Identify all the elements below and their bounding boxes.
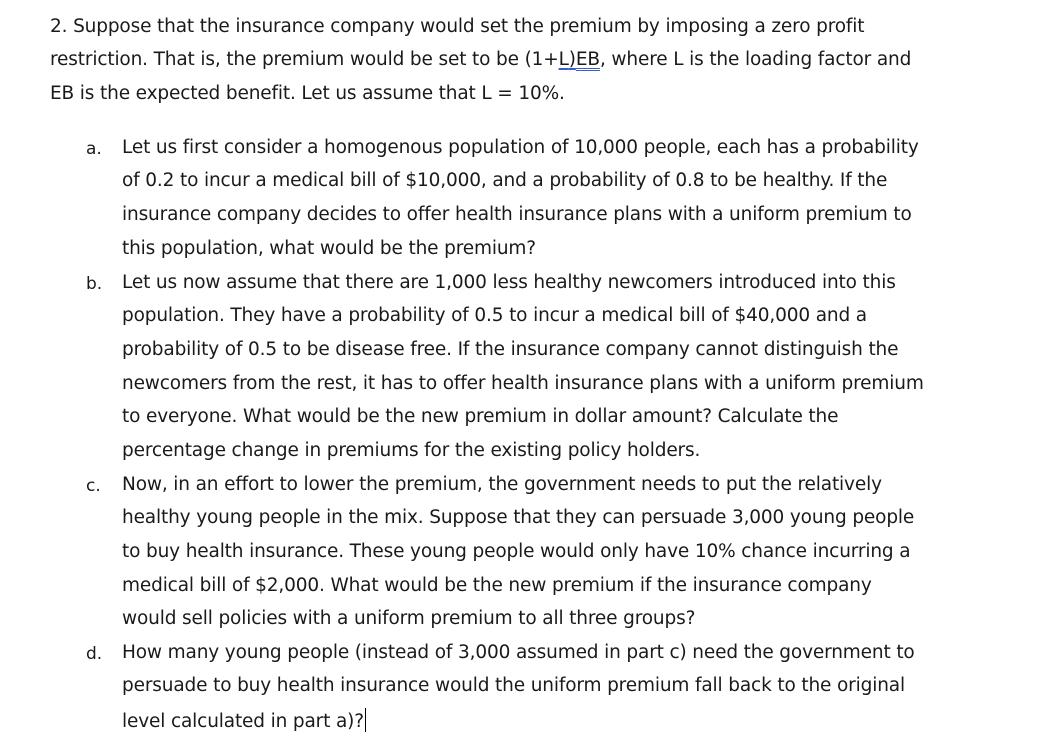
- part-a-line-2: of 0.2 to incur a medical bill of $10,000, and a probability of 0.8 to be healthy. If the: [122, 170, 888, 191]
- part-d-line-3[interactable]: [122, 708, 366, 734]
- grammar-EB: EB: [575, 49, 600, 70]
- intro-line-2-prefix: restriction. That is, the premium would be set to be (1+: [50, 49, 559, 70]
- intro-line-3: EB is the expected benefit. Let us assume that L = 10%.: [50, 83, 565, 104]
- part-d-line-3-text: level calculated in part a)?: [122, 711, 364, 732]
- list-marker-d: d.: [86, 644, 103, 664]
- list-marker-c: c.: [86, 476, 101, 496]
- part-c-line-2: healthy young people in the mix. Suppose that they can persuade 3,000 young people: [122, 507, 915, 528]
- part-a-line-3: insurance company decides to offer health insurance plans with a uniform premium to: [122, 204, 912, 225]
- spellcheck-L: L: [558, 49, 569, 70]
- part-d-line-1: How many young people (instead of 3,000 assumed in part c) need the government to: [122, 642, 915, 663]
- intro-line-2: [50, 48, 911, 72]
- part-b-line-3: probability of 0.5 to be disease free. If the insurance company cannot distinguish the: [122, 339, 899, 360]
- text-cursor: [365, 708, 367, 732]
- part-c-line-4: medical bill of $2,000. What would be the new premium if the insurance company: [122, 575, 872, 596]
- part-b-line-5: to everyone. What would be the new premium in dollar amount? Calculate the: [122, 406, 839, 427]
- part-d-line-2: persuade to buy health insurance would the uniform premium fall back to the original: [122, 675, 905, 696]
- part-b-line-2: population. They have a probability of 0.5 to incur a medical bill of $40,000 and a: [122, 305, 867, 326]
- intro-line-1: 2. Suppose that the insurance company would set the premium by imposing a zero profit: [50, 16, 865, 37]
- part-a-line-1: Let us first consider a homogenous population of 10,000 people, each has a probability: [122, 137, 919, 158]
- part-c-line-5: would sell policies with a uniform premium to all three groups?: [122, 608, 696, 629]
- intro-line-2-suffix: , where L is the loading factor and: [599, 49, 912, 70]
- part-c-line-1: Now, in an effort to lower the premium, the government needs to put the relatively: [122, 474, 882, 495]
- list-marker-b: b.: [86, 274, 103, 294]
- part-b-line-1: Let us now assume that there are 1,000 less healthy newcomers introduced into this: [122, 272, 896, 293]
- list-marker-a: a.: [86, 139, 102, 159]
- part-b-line-6: percentage change in premiums for the existing policy holders.: [122, 440, 701, 461]
- spellcheck-paren: ): [568, 49, 576, 70]
- part-a-line-4: this population, what would be the premium?: [122, 238, 536, 259]
- part-b-line-4: newcomers from the rest, it has to offer health insurance plans with a uniform premium: [122, 373, 924, 394]
- part-c-line-3: to buy health insurance. These young people would only have 10% chance incurring a: [122, 541, 911, 562]
